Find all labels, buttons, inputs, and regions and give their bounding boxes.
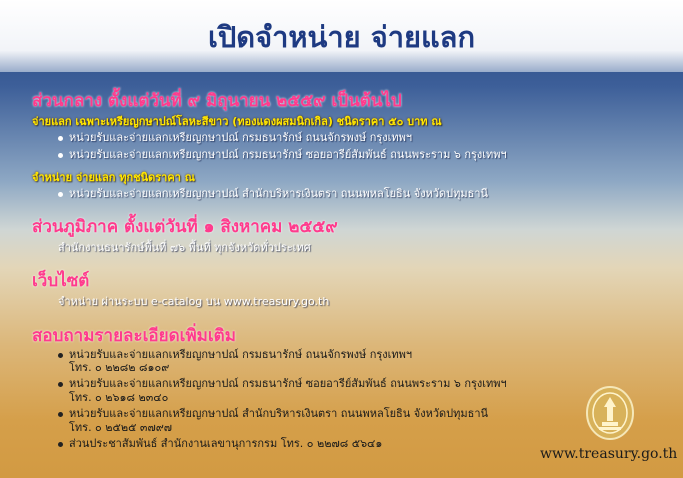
list-item: หน่วยรับและจ่ายแลกเหรียญกษาปณ์ สำนักบริหารเงินตรา ถนนพหลโยธิน จังหวัดปทุมธานี: [58, 184, 488, 202]
bullet-icon: [58, 382, 63, 387]
regional-line: สำนักงานธนารักษ์พื้นที่ ๗๖ พื้นที่ ทุกจังหวัดทั่วประเทศ: [58, 241, 311, 254]
bullet-icon: [58, 153, 63, 158]
bullet-icon: [58, 353, 63, 358]
central-subheading-sale: จำหน่าย จ่ายแลก ทุกชนิดราคา ณ: [32, 171, 195, 184]
contact-item: หน่วยรับและจ่ายแลกเหรียญกษาปณ์ สำนักบริหารเงินตรา ถนนพหลโยธิน จังหวัดปทุมธานี: [58, 404, 488, 422]
bullet-icon: [58, 442, 63, 447]
bullet-icon: [58, 136, 63, 141]
contact-tel: โทร. ๐ ๒๕๒๕ ๓๗๙๗: [69, 421, 173, 434]
central-heading: ส่วนกลาง ตั้งแต่วันที่ ๙ มิถุนายน ๒๕๕๙ เป็นต้นไป: [32, 91, 402, 111]
list-item: หน่วยรับและจ่ายแลกเหรียญกษาปณ์ กรมธนารักษ์ ถนนจักรพงษ์ กรุงเทพฯ: [58, 128, 412, 146]
footer-url[interactable]: www.treasury.go.th: [540, 446, 678, 462]
bullet-icon: [58, 192, 63, 197]
contact-heading: สอบถามรายละเอียดเพิ่มเติม: [32, 326, 236, 346]
contact-tel: โทร. ๐ ๒๖๑๘ ๒๓๔๐: [69, 391, 169, 404]
website-line: จำหน่าย ผ่านระบบ e-catalog บน www.treasury.go.th: [58, 295, 330, 308]
website-heading: เว็บไซต์: [32, 271, 90, 291]
treasury-seal-icon: [585, 385, 635, 441]
bullet-icon: [58, 412, 63, 417]
contact-item: หน่วยรับและจ่ายแลกเหรียญกษาปณ์ กรมธนารักษ์ ถนนจักรพงษ์ กรุงเทพฯ: [58, 345, 412, 363]
regional-heading: ส่วนภูมิภาค ตั้งแต่วันที่ ๑ สิงหาคม ๒๕๕๙: [32, 217, 338, 237]
contact-item: หน่วยรับและจ่ายแลกเหรียญกษาปณ์ กรมธนารักษ์ ซอยอารีย์สัมพันธ์ ถนนพระราม ๖ กรุงเทพฯ: [58, 374, 507, 392]
page-title: เปิดจำหน่าย จ่ายแลก: [207, 20, 476, 54]
contact-tel: โทร. ๐ ๒๒๘๒ ๘๑๐๙: [69, 361, 170, 374]
contact-item: ส่วนประชาสัมพันธ์ สำนักงานเลขานุการกรม โทร. ๐ ๒๒๗๘ ๕๖๔๑: [58, 434, 382, 452]
central-subheading-exchange: จ่ายแลก เฉพาะเหรียญกษาปณ์โลหะสีขาว (ทองแดงผสมนิกเกิล) ชนิดราคา ๕๐ บาท ณ: [32, 115, 442, 128]
list-item: หน่วยรับและจ่ายแลกเหรียญกษาปณ์ กรมธนารักษ์ ซอยอารีย์สัมพันธ์ ถนนพระราม ๖ กรุงเทพฯ: [58, 145, 507, 163]
